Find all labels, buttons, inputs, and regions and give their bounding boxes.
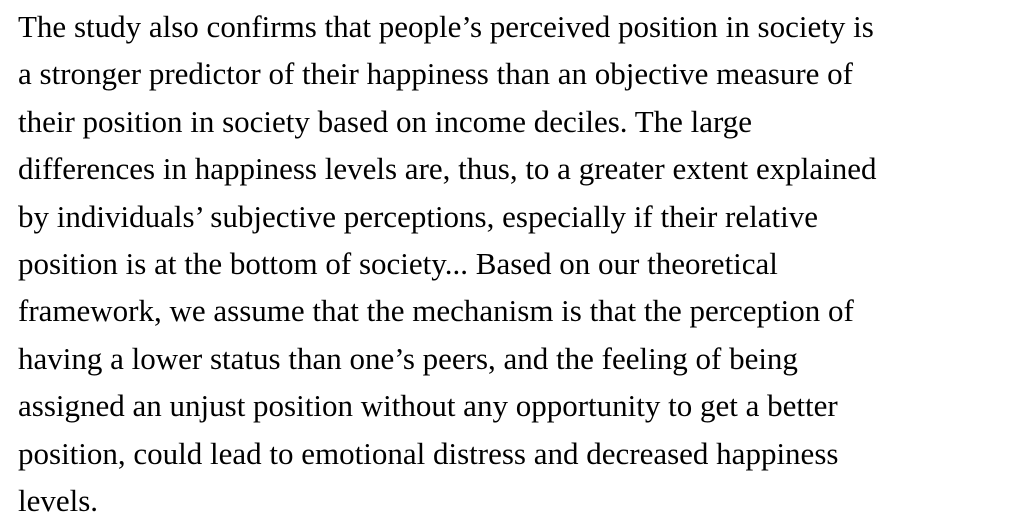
- paragraph-line-3: their position in society based on income deciles. The large: [18, 103, 753, 139]
- paragraph-line-1: The study also confirms that people’s perceived position in society is: [18, 9, 874, 44]
- paragraph-line-5: by individuals’ subjective perceptions, especially if their relative: [18, 198, 818, 234]
- paragraph-line-7: framework, we assume that the mechanism is that the perception of: [18, 293, 854, 329]
- paragraph-line-6: position is at the bottom of society... Based on our theoretical: [18, 245, 778, 281]
- paragraph-line-8: having a lower status than one’s peers, and the feeling of being: [18, 340, 798, 376]
- paragraph-line-10: position, could lead to emotional distress and decreased happiness: [18, 435, 839, 471]
- quote-paragraph: [18, 3, 1018, 524]
- paragraph-line-4: differences in happiness levels are, thus, to a greater extent explained: [18, 151, 877, 187]
- paragraph-line-2: a stronger predictor of their happiness than an objective measure of: [18, 56, 853, 92]
- paragraph-line-9: assigned an unjust position without any opportunity to get a better: [18, 388, 838, 424]
- paragraph-line-11: levels.: [18, 482, 99, 518]
